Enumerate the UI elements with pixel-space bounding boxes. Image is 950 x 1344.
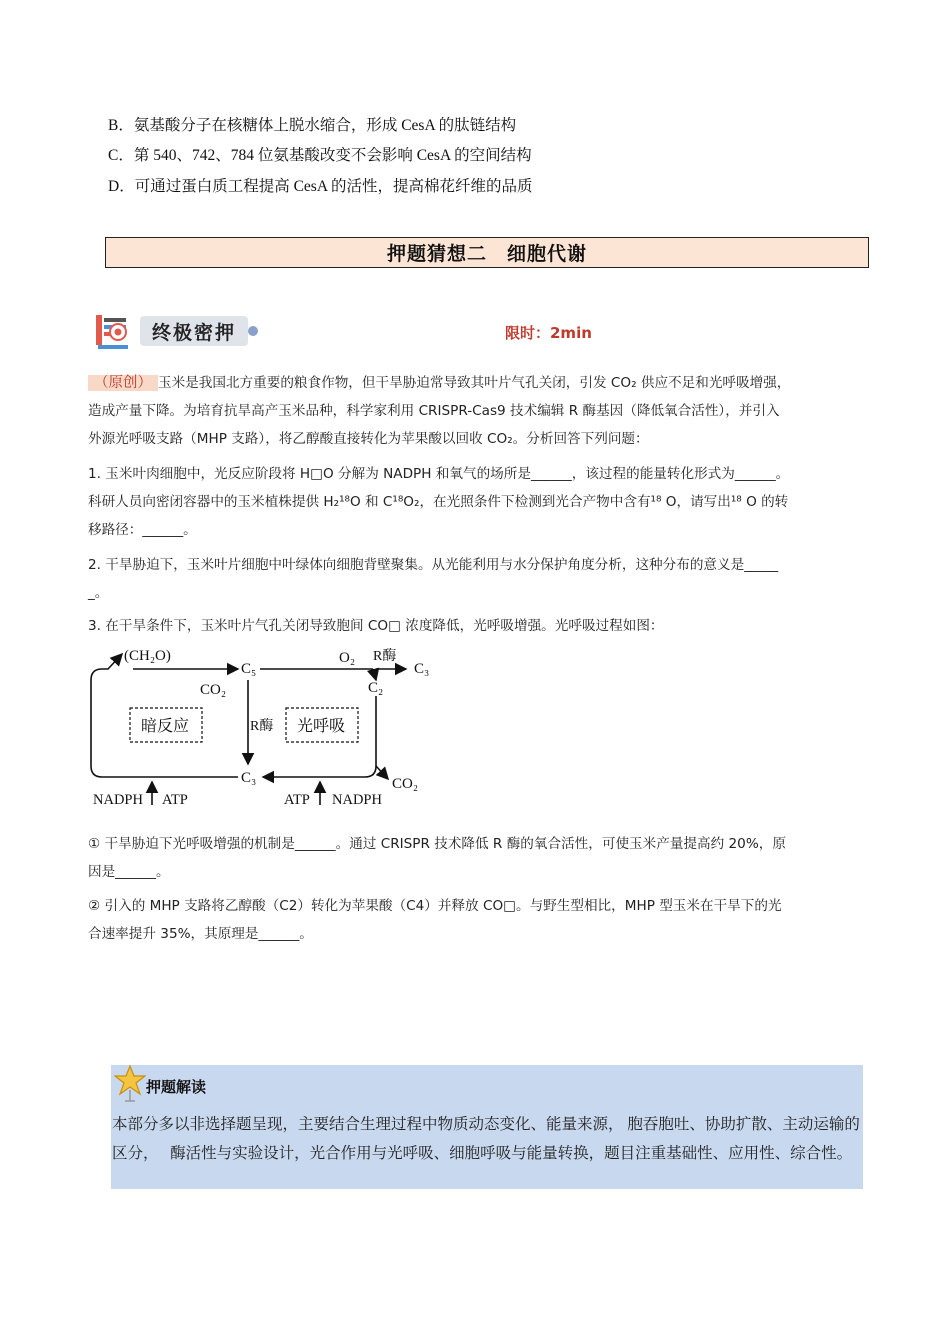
option-d: D．可通过蛋白质工程提高 CesA 的活性，提高棉花纤维的品质 (108, 178, 533, 195)
analysis-body: 本部分多以非选择题呈现，主要结合生理过程中物质动态变化、能量来源， 胞吞胞吐、协助扩散、主动运输的区分， 酶活性与实验设计，光合作用与光呼吸、细胞呼吸与能量转换，题目注重基础性、应用性、综合性。 (112, 1116, 860, 1162)
time-limit: 限时：2min (505, 324, 592, 342)
sub2-line-1: ② 引入的 MHP 支路将乙醇酸（C2）转化为苹果酸（C4）并释放 CO□。与野生型相比，MHP 型玉米在干旱下的光 (88, 898, 782, 914)
co2-release-arrow (376, 766, 388, 779)
question-intro (88, 369, 868, 397)
intro-line-3: 外源光呼吸支路（MHP 支路），将乙醇酸直接转化为苹果酸以回收 CO₂。分析回答下列问题： (88, 431, 649, 447)
dark-reaction-label: 暗反应 (141, 718, 190, 735)
star-icon (114, 1064, 146, 1104)
atp-left-label: ATP (162, 792, 188, 808)
intro-line-1: 玉米是我国北方重要的粮食作物，但干旱胁迫常导致其叶片气孔关闭，引发 CO₂ 供应不足和光呼吸增强， (158, 375, 791, 391)
r-enzyme-top-label: R酶 (373, 649, 397, 664)
c2-label: C₂ (368, 680, 384, 696)
dot-icon (247, 325, 259, 337)
c5-label: C₅ (241, 661, 257, 677)
original-tag: （原创） (88, 375, 158, 391)
analysis-heading: 押题解读 (146, 1078, 207, 1096)
section-banner (105, 237, 869, 268)
badge-title: 终极密押 (140, 316, 248, 346)
nadph-left-label: NADPH (93, 792, 143, 808)
atp-right-label: ATP (284, 792, 310, 808)
photorespiration-label: 光呼吸 (297, 718, 346, 735)
target-icon (94, 312, 142, 352)
q1-line-3: 移路径：______。 (88, 522, 197, 538)
q1-line-1: 1. 玉米叶肉细胞中，光反应阶段将 H□O 分解为 NADPH 和氧气的场所是______，该过程的能量转化形式为______。 (88, 466, 790, 482)
q3-line: 3. 在干旱条件下，玉米叶片气孔关闭导致胞间 CO□ 浓度降低，光呼吸增强。光呼吸过程如图： (88, 618, 664, 634)
option-b: B．氨基酸分子在核糖体上脱水缩合，形成 CesA 的肽链结构 (108, 117, 517, 134)
c3-top-label: C₃ (414, 661, 430, 677)
q2-line-2: _。 (88, 585, 109, 601)
co2-right-label: CO₂ (392, 776, 419, 792)
intro-line-2: 造成产量下降。为培育抗旱高产玉米品种，科学家利用 CRISPR-Cas9 技术编辑 R 酶基因（降低氧合活性），并引入 (88, 403, 780, 419)
nadph-right-label: NADPH (332, 792, 382, 808)
co2-left-label: CO₂ (200, 682, 227, 698)
c3-bottom-label: C₃ (241, 770, 257, 786)
loop-left-path (91, 654, 238, 777)
sub1-line-2: 因是______。 (88, 864, 170, 880)
c2-arrow (373, 669, 376, 680)
sub2-line-2: 合速率提升 35%，其原理是______。 (88, 926, 313, 942)
q1-line-2: 科研人员向密闭容器中的玉米植株提供 H₂¹⁸O 和 C¹⁸O₂，在光照条件下检测到光合产物中含有¹⁸ O，请写出¹⁸ O 的转 (88, 494, 789, 510)
q2-line-1: 2. 干旱胁迫下，玉米叶片细胞中叶绿体向细胞背壁聚集。从光能利用与水分保护角度分析，这种分布的意义是_____ (88, 557, 779, 573)
ch2o-label: (CH₂O) (124, 648, 171, 664)
loop-right-path (263, 696, 376, 777)
sub1-line-1: ① 干旱胁迫下光呼吸增强的机制是______。通过 CRISPR 技术降低 R 酶的氧合活性，可使玉米产量提高约 20%，原 (88, 836, 786, 852)
photorespiration-diagram (88, 642, 438, 812)
o2-label: O₂ (339, 650, 356, 666)
r-enzyme-mid-label: R酶 (250, 719, 274, 734)
section-title: 押题猜想二 细胞代谢 (386, 243, 587, 265)
option-c: C．第 540、742、784 位氨基酸改变不会影响 CesA 的空间结构 (108, 147, 532, 164)
